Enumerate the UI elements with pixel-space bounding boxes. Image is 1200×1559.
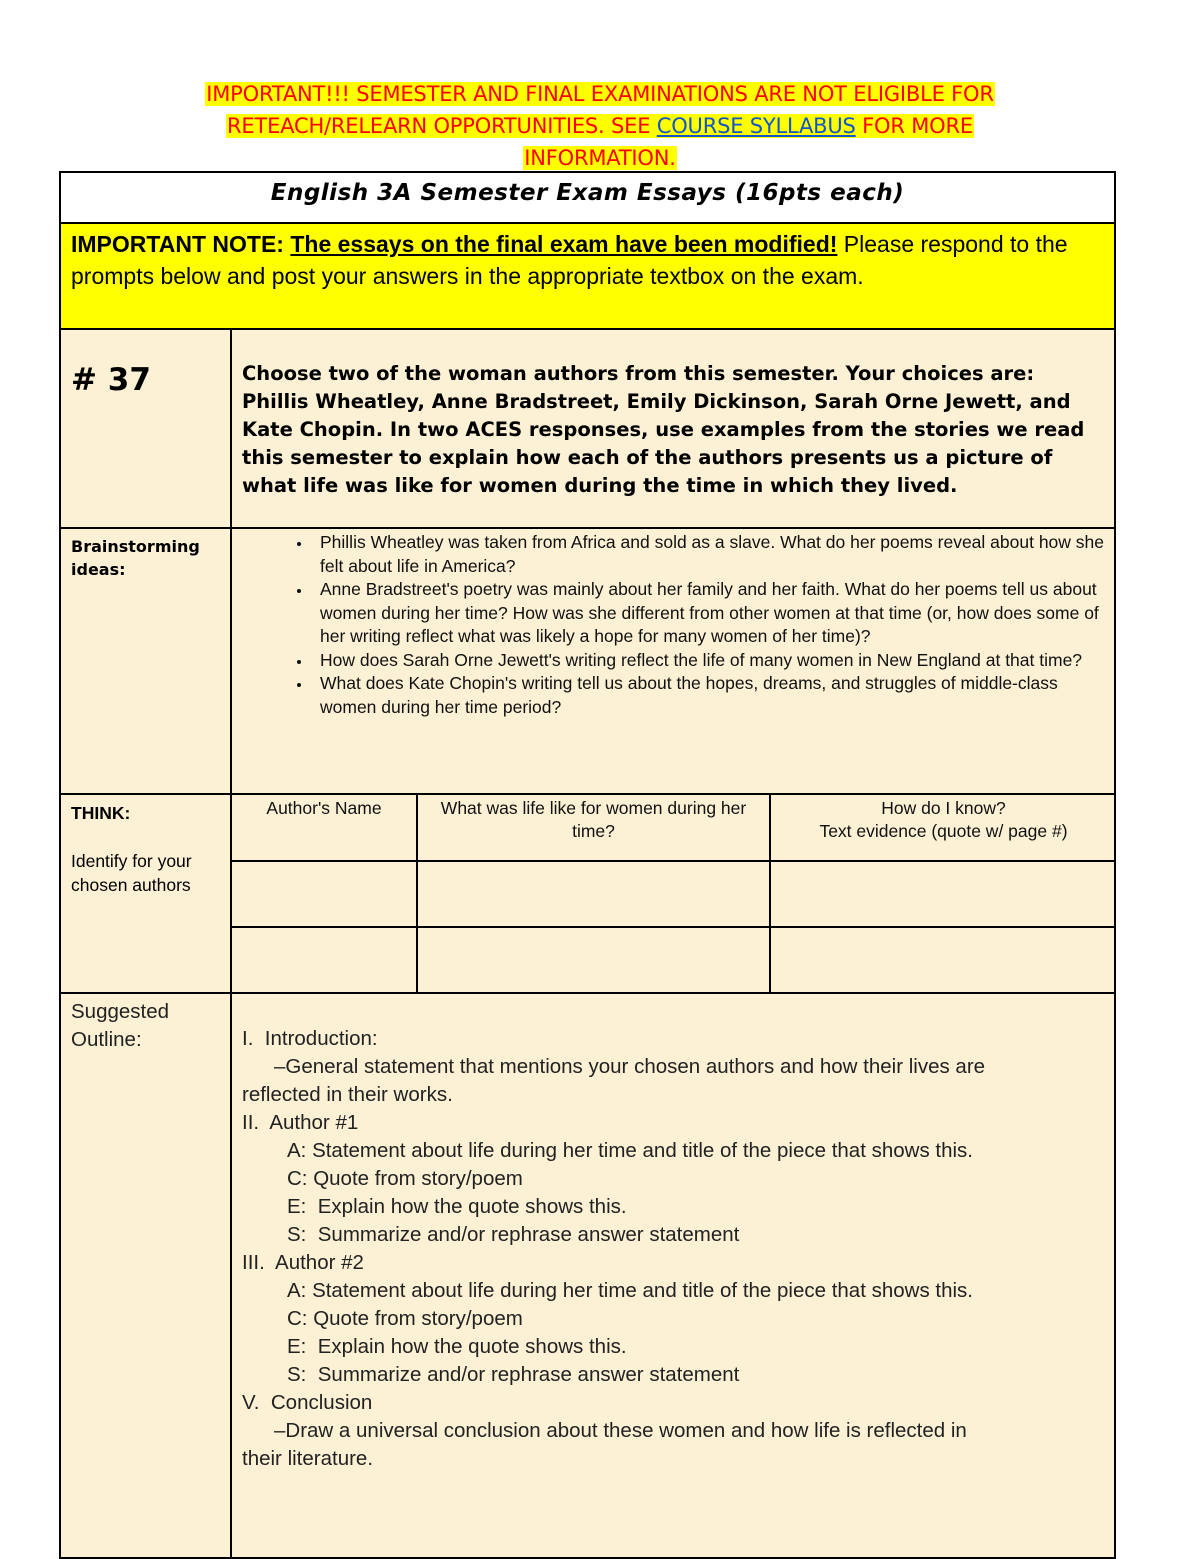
list-item: • How does Sarah Orne Jewett's writing reflect the life of many women in New England at that time? [312, 649, 1104, 673]
outline-label: Suggested Outline: [60, 993, 231, 1558]
prompt-text: Choose two of the woman authors from this semester. Your choices are: Phillis Wheatley, Anne Bradstreet, Emily Dickinson, Sarah Orne Jewett, and Kate Chopin. In two ACES responses, use examples from the stories we read this semester to explain how each of the authors presents us a picture of what life was like for women during the time in which they lived. [231, 329, 1115, 528]
brainstorm-label: Brainstorming ideas: [60, 528, 231, 794]
outline-line: E: Explain how the quote shows this. [287, 1195, 627, 1218]
outline-line: A: Statement about life during her time and title of the piece that shows this. [287, 1279, 973, 1302]
outline-line: I. Introduction: [242, 1027, 378, 1050]
outline-line: II. Author #1 [242, 1111, 359, 1134]
header-author-name: Author's Name [232, 794, 417, 861]
prompt-number: # 37 [60, 329, 231, 528]
outline-line: reflected in their works. [242, 1083, 453, 1106]
think-instructions: Identify for your chosen authors [71, 851, 192, 895]
outline-lines [242, 1025, 1104, 1473]
outline-line: S: Summarize and/or rephrase answer statement [287, 1223, 740, 1246]
header-life-for-women: What was life like for women during her time? [417, 794, 770, 861]
think-label-cell [60, 794, 231, 993]
outline-line: C: Quote from story/poem [287, 1167, 523, 1190]
list-item: • What does Kate Chopin's writing tell us about the hopes, dreams, and struggles of middle-class women during her time period? [312, 672, 1104, 719]
exam-essay-table [59, 171, 1116, 1559]
author-name-field-1[interactable] [232, 861, 417, 928]
note-modified: The essays on the final exam have been modified! [290, 231, 838, 257]
important-note [60, 223, 1115, 329]
list-item: • Anne Bradstreet's poetry was mainly about her family and her faith. What do her poems tell us about women during her time? How was she different from other women at that time (or, how does some of her writing reflect what was likely a hope for many women of her time)? [312, 578, 1104, 649]
brainstorm-list [242, 531, 1104, 719]
banner-line-2-suffix: FOR MORE [855, 114, 973, 138]
outline-line: C: Quote from story/poem [287, 1307, 523, 1330]
outline-line: A: Statement about life during her time and title of the piece that shows this. [287, 1139, 973, 1162]
outline-line: –General statement that mentions your chosen authors and how their lives are [274, 1055, 986, 1078]
author-evidence-grid [232, 794, 1116, 993]
course-syllabus-link[interactable]: COURSE SYLLABUS [656, 114, 856, 138]
table-title: English 3A Semester Exam Essays (16pts each) [60, 172, 1115, 223]
eligibility-warning-banner [100, 78, 1100, 174]
think-label: THINK: [71, 803, 131, 823]
outline-line: V. Conclusion [242, 1391, 373, 1414]
note-text: Please respond to the prompts below and post your answers in the appropriate textbox on the exam. [71, 231, 1068, 289]
evidence-field-2[interactable] [770, 927, 1116, 993]
outline-line: E: Explain how the quote shows this. [287, 1335, 627, 1358]
outline-line: their literature. [242, 1447, 374, 1470]
outline-line: III. Author #2 [242, 1251, 364, 1274]
suggested-outline [231, 993, 1115, 1558]
banner-line-3: INFORMATION. [524, 146, 676, 170]
header-text-evidence: How do I know? Text evidence (quote w/ page #) [770, 794, 1116, 861]
note-label: IMPORTANT NOTE: [71, 231, 291, 257]
outline-line: S: Summarize and/or rephrase answer statement [287, 1363, 740, 1386]
banner-line-2: RETEACH/RELEARN OPPORTUNITIES. SEE [227, 114, 657, 138]
evidence-field-1[interactable] [770, 861, 1116, 928]
life-description-field-2[interactable] [417, 927, 770, 993]
outline-line: –Draw a universal conclusion about these women and how life is reflected in [274, 1419, 967, 1442]
think-grid-cell [231, 794, 1115, 993]
banner-line-1: IMPORTANT!!! SEMESTER AND FINAL EXAMINATIONS ARE NOT ELIGIBLE FOR [206, 82, 994, 106]
author-name-field-2[interactable] [232, 927, 417, 993]
life-description-field-1[interactable] [417, 861, 770, 928]
list-item: • Phillis Wheatley was taken from Africa and sold as a slave. What do her poems reveal about how she felt about life in America? [312, 531, 1104, 578]
brainstorm-ideas [231, 528, 1115, 794]
